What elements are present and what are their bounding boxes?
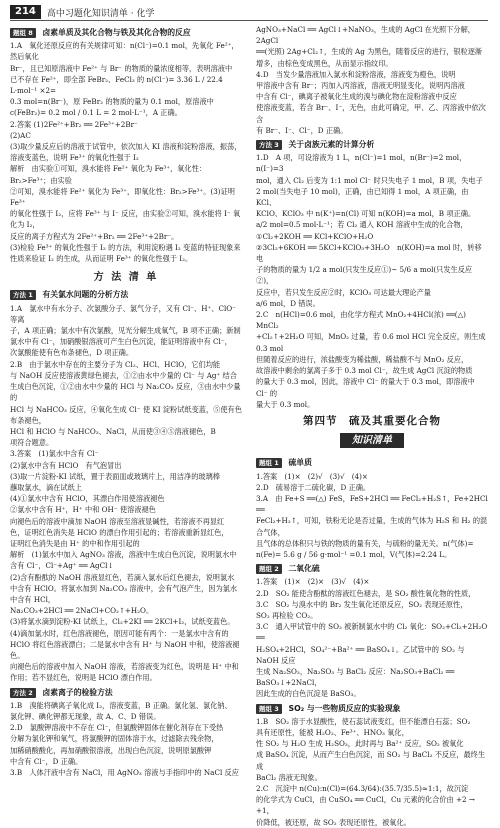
text-line: 量大于 0.3 mol。 <box>256 399 315 409</box>
text-line: 2.D 硫易溶于二硫化碳，D 正确。 <box>256 482 371 492</box>
text-line: H₂SO₄+2HCl，SO₄²⁻+Ba²⁺ ══ BaSO₄↓。乙试管中的 SO₂ 与 NaOH 反应 <box>256 644 465 665</box>
text-line: 1.答案 (1)× (2)√ (3)√ (4)× <box>256 471 368 481</box>
m3-tag: 方法 3 <box>256 140 282 150</box>
text-line: HCl 与 NaHCO₃ 反应，④氧化生成 Cl⁻ 使 KI 淀粉试纸变蓝，⑤使有色布条褪色， <box>10 404 242 425</box>
text-line: 成 BaSO₄ 沉淀，从而产生白色沉淀，而 SO₂ 与 BaCl₂ 不反应，最终生成 <box>256 750 486 771</box>
text-line: 1.B SO₂ 溶于水显酸性，使石蕊试液变红，但不能漂白石蕊；SO₂ <box>256 716 471 726</box>
t1-body <box>256 471 488 561</box>
text-line: 1.A 氯水中有水分子、次氯酸分子、氯气分子，又有 Cl⁻、H⁺、ClO⁻ 等离 <box>10 303 236 324</box>
text-line: 2.D 氯酸钾溶液中不存在 Cl⁻，但氯酸钾固体在催化剂存在下受热 <box>10 723 224 733</box>
text-line: (3)将氯水滴到淀粉-KI 试纸上，Cl₂+2KI ══ 2KCl+I₂，试纸变蓝色。 <box>10 617 235 627</box>
text-line: 2.C 沉淀中 n(Cu):n(Cl)=(64.3/64):(35.7/35.5)≈1:1，故沉淀 <box>256 784 469 793</box>
text-line: HCl 和 HClO 与 NaHCO₃、NaCl，从而使③④⑤溶液褪色，B <box>10 426 216 436</box>
text-line: mol，通入 Cl₂ 后变为 1:1 mol Cl⁻ 时只失电子 1 mol，B 项，失电子 <box>256 175 483 185</box>
text-line: BaCl₂ 溶液无现象。 <box>256 772 322 782</box>
text-line: 2.D SO₂ 能使含酚酞的溶液红色褪去，是 SO₂ 酸性氧化物的性质， <box>256 588 476 598</box>
text-line: 1.答案 (1)× (2)× (3)√ (4)× <box>256 577 370 587</box>
text-line: 有 Br⁻、I⁻、Cl⁻，D 正确。 <box>256 125 348 135</box>
t1-title: 硫单质 <box>288 458 312 468</box>
banner-wrap <box>256 431 488 454</box>
text-line: 解析 由实验①可知，溴水能将 Fe²⁺ 氧化为 Fe³⁺，氧化性：Br₂>Fe³⁺；由实验 <box>10 164 207 185</box>
text-line: (2)氯水中含有 HClO 有气泡冒出 <box>10 460 122 470</box>
text-line: 价降低，被还原，故 SO₂ 表现还原性，被氧化。 <box>256 817 411 827</box>
text-line: 因此生成的白色沉淀是 BaSO₃。 <box>256 689 361 699</box>
text-line: Na₂CO₃+2HCl ══ 2NaCl+CO₂↑+H₂O。 <box>10 606 154 616</box>
text-line: 2.C n(HCl)=0.6 mol，由化学方程式 MnO₂+4HCl(浓) ══(△) MnCl₂ <box>256 310 466 331</box>
text-line: 向褪色后的溶液中加入 NaOH 溶液，若溶液变为红色，说明是 H⁺ 中和 <box>10 662 239 672</box>
text-line: ══(光照) 2Ag+Cl₂↑，生成的 Ag 为黑色，随着反应的进行，银粒逐渐 <box>256 47 483 57</box>
text-line: 的化学式为 CuCl，由 CuSO₄ ══ CuCl，Cu 元素的化合价由 +2 → +1， <box>256 795 475 816</box>
text-line: 加稀硝酸酸化，再加硝酸银溶液，出现白色沉淀，说明原氯酸钾 <box>10 745 212 755</box>
text-line: 1.D A 项，可设溶液为 1 L，n(Cl⁻)=1 mol，n(Br⁻)=2 mol，n(I⁻)=3 <box>256 153 467 174</box>
q8-title: 卤素单质及其化合物与铁及其化合物的反应 <box>42 28 191 37</box>
text-line: 项符合题意。 <box>10 438 54 448</box>
text-line: SO₂ 再检验 CO₂。 <box>256 610 318 620</box>
text-line: a/2 mol=0.5 mol·L⁻¹；若 Cl₂ 通入 KOH 溶液中生成的化合物， <box>256 220 468 230</box>
t2-tag: 题组 2 <box>256 564 282 574</box>
book-title: 高中习题化知识清单 · 化学 <box>46 8 155 19</box>
text-line: 甲溶液中含有 Br⁻；丙加入丙溶液，溶液无明显变化，说明丙溶液 <box>256 81 465 91</box>
right-top-body <box>256 24 488 136</box>
text-line: 子的物质的量为 1/2 a mol(只发生反应①)~ 5/6 a mol(只发生反应②)， <box>256 265 473 286</box>
text-line: 溶液变蓝色，说明 Fe³⁺ 的氧化性强于 I₂ <box>10 153 139 163</box>
section-t2 <box>256 563 488 574</box>
text-line: 作用；若不显红色，说明是 HClO 漂白作用。 <box>10 673 157 683</box>
text-line: (2)含有酚酞的 NaOH 溶液显红色，若滴入氯水后红色褪去，说明氯水 <box>10 572 235 582</box>
text-line: 具有还原性，能被 H₂O₂、Fe³⁺、HNO₃ 氧化， <box>256 727 409 737</box>
text-line: KClO、KClO₃ 中 n(K⁺)=n(Cl) 可知 n(KOH)=a mol，B 项正确。 <box>256 209 476 219</box>
text-line: ①Cl₂+2KOH ══ KCl+KClO+H₂O <box>256 231 374 241</box>
m3-title: 关于卤族元素的计算分析 <box>288 140 375 150</box>
q8-tag: 题组 8 <box>10 28 36 38</box>
text-line: 蘸取氯水，滴在试纸上 <box>10 482 82 492</box>
text-line: 氯化钾、碘化钾都无现象，故 A、C、D 错误。 <box>10 711 161 721</box>
text-line: Br⁻，且已知原溶液中 Fe²⁺ 与 Br⁻ 的物质的量浓度相等，表明溶液中 <box>10 63 233 73</box>
text-line: 故溶液中剩余的氯离子多于 0.3 mol Cl⁻，故生成 AgCl 沉淀的物质 <box>256 366 473 376</box>
text-line: 已不存在 Fe²⁺，即全部 FeBr₂、FeCl₃ 的 n(Cl⁻)= 3.36 L / 22.4 L·mol⁻¹ ×2= <box>10 74 223 96</box>
text-line: 3.B 人体汗液中含有 NaCl，用 AgNO₃ 溶液与手指印中的 NaCl 反应 <box>10 768 239 777</box>
text-line: 3.C 通入甲试管中的 SO₂ 被新制氯水中的 Cl₂ 氧化：SO₂+Cl₂+2H₂O ══ <box>256 622 488 643</box>
text-line: 子，A 项正确；氯水中有次氯酸，见光分解生成氧气，B 项不正确；新制 <box>10 326 241 336</box>
text-line: 且气体的总体积只与铁的物质的量有关，与硫粉的量无关。n(气体)= <box>256 538 474 548</box>
text-line: 分解为氯化钾和氧气，将氯酸钾的固体溶于水，过滤除去残余物， <box>10 734 219 744</box>
text-line: ②3Cl₂+6KOH ══ 5KCl+KClO₃+3H₂O n(KOH)=a mol 时，转移电 <box>256 242 482 264</box>
text-line: 向褪色后的溶液中滴加 NaOH 溶液至溶液显碱性，若溶液不再显红 <box>10 516 225 526</box>
chapter-title: 第四节 硫及其重要化合物 <box>303 414 441 427</box>
text-line: 3.C SO₂ 与溴水中的 Br₂ 发生氧化还原反应，SO₂ 表现还原性， <box>256 599 468 609</box>
text-line: 与 NaOH 反应使溶液黄绿色褪去，①②由水中少量的 Cl⁻ 与 Ag⁺ 结合 <box>10 370 237 380</box>
text-line: 生成白色沉淀，①②由水中少量的 HCl 与 Na₂CO₃ 反应，③由水中少量的 <box>10 382 241 403</box>
text-line: 的量大于 0.3 mol，因此，溶液中 Cl⁻ 的量大于 0.3 mol，即溶液中 Cl⁻ 的 <box>256 377 475 398</box>
m2-tag: 方法 2 <box>10 688 36 698</box>
text-line: 2.答案 (1)2Fe²⁺+Br₂ ══ 2Fe³⁺+2Br⁻ <box>10 119 138 129</box>
text-line: 性质来验证 I₂ 的生成，从而证明 Fe³⁺ 的氧化性强于 I₂。 <box>10 254 193 264</box>
t3-tag: 题组 3 <box>256 704 282 714</box>
text-line: 0.3 mol=n(Br⁻)，原 FeBr₂ 的物质的量为 0.1 mol，原溶液中 <box>10 97 214 107</box>
text-line: 2 mol(当失电子 10 mol)，正确，由已知得 1 mol，A 项正确，由 KCl、 <box>256 186 469 208</box>
text-line: 含有 Cl⁻，Cl⁻+Ag⁺ ══ AgCl↓ <box>10 561 114 571</box>
t2-body <box>256 576 488 699</box>
m1-title: 有关氯水问题的分析方法 <box>42 290 129 300</box>
section-t1 <box>256 457 488 468</box>
text-line: HClO 将红色溶液漂白；二是氯水中含有 H⁺ 与 NaOH 中和，使溶液褪色。 <box>10 639 240 660</box>
text-line: 色，证明红色消失是 HClO 的漂白作用引起的；若溶液重新显红色， <box>10 527 229 537</box>
text-line: (4)滴加氯水时，红色溶液褪色，原因可能有两个：一是氯水中含有的 <box>10 628 229 638</box>
q8-body <box>10 40 242 264</box>
text-line: (3)检验 Fe³⁺ 的氧化性强于 I₂ 的方法，利用淀粉遇 I₂ 变蓝的特征现象来 <box>10 242 241 252</box>
section-t3 <box>256 703 488 714</box>
m1-body <box>10 303 242 684</box>
m2-body <box>10 700 242 778</box>
text-line: 增多，由棕色变成黑色，从而显示指纹印。 <box>256 58 393 68</box>
text-line: 但随着反应的进行，浓盐酸变为稀盐酸，稀盐酸不与 MnO₂ 反应， <box>256 354 469 364</box>
m1-tag: 方法 1 <box>10 290 36 300</box>
text-line: 反应的离子方程式为 2Fe²⁺+Br₂ ══ 2Fe³⁺+2Br⁻。 <box>10 231 179 241</box>
text-line: 氯水中有 Cl⁻，加硝酸银溶液可产生白色沉淀，能证明溶液中有 Cl⁻， <box>10 337 232 347</box>
text-line: 解析 (1)氯水中加入 AgNO₃ 溶液，溶液中生成白色沉淀，说明氯水中 <box>10 550 237 560</box>
text-line: 中含有 Cl⁻，D 正确。 <box>10 756 83 766</box>
text-line: 4.D 当发少量溶液加入氯水和淀粉溶液，溶液变为橙色，说明 <box>256 69 456 79</box>
text-line: FeCl₂+H₂↑，可知，铁粉无论是否过量，生成的气体为 H₂S 和 H₂ 的混合气体， <box>256 516 488 537</box>
text-line: 3.答案 (1)氯水中含有 Cl⁻ <box>10 449 99 459</box>
text-line: 反应中，若只发生反应②时，KClO₃ 可达最大理论产量 <box>256 287 431 297</box>
t2-title: 二氧化硫 <box>288 564 320 574</box>
right-column <box>256 24 488 827</box>
text-line: (2)AC <box>10 130 31 140</box>
text-line: 1.B 溴能将碘离子氧化成 I₂，溶液变蓝，B 正确。氯化氢、氯化钠、 <box>10 700 232 710</box>
text-line: a/6 mol，D 错误。 <box>256 298 320 308</box>
methods-title: 方 法 清 单 <box>93 272 159 284</box>
section-m2 <box>10 687 242 698</box>
text-line: ②可知，溴水能将 Fe²⁺ 氧化为 Fe³⁺，即氧化性：Br₂>Fe³⁺。(3)证明 Fe³⁺ <box>10 186 235 208</box>
text-line: AgNO₃+NaCl ══ AgCl↓+NaNO₃，生成的 AgCl 在光照下分解，2AgCl <box>256 25 475 46</box>
text-line: 生成 Na₂SO₃，Na₂SO₃ 与 BaCl₂ 反应：Na₂SO₃+BaCl₂ ══ BaSO₃↓+2NaCl， <box>256 666 455 688</box>
t1-tag: 题组 1 <box>256 458 282 468</box>
text-line: 的氧化性强于 I₂，应将 Fe³⁺ 与 I⁻ 反应，由实验②可知，溴水能将 I⁻ 氧化为 I₂， <box>10 209 241 230</box>
section-m1 <box>10 289 242 300</box>
text-line: (3)取少量反应后的溶液于试管中，依次加入 KI 溶液和淀粉溶液，振荡， <box>10 142 242 152</box>
text-line: +Cl₂↑+2H₂O 可知，MnO₂ 过量，若 0.6 mol HCl 完全反应，则生成 0.3 mol <box>256 332 486 353</box>
t3-body <box>256 716 488 828</box>
t3-title: SO₂ 与一些物质反应的实验现象 <box>288 703 401 713</box>
m3-body <box>256 152 488 410</box>
text-line: 中含有 HClO。将氯水加到 Na₂CO₃ 溶液中，会有气泡产生，因为氯水中含有 HCl， <box>10 583 238 604</box>
text-line: 3.A 由 Fe+S ══(△) FeS，FeS+2HCl ══ FeCl₂+H₂S↑，Fe+2HCl ══ <box>256 493 488 515</box>
text-line: 次氯酸能使有色布条褪色，D 项正确。 <box>10 348 134 358</box>
text-line: (4)①氯水中含有 HClO，其漂白作用使溶液褪色 <box>10 494 165 504</box>
text-line: 2.B 由于氯水中存在的主要分子为 Cl₂、HCl、HClO，它们均能 <box>10 359 221 369</box>
text-line: (3)取一片淀粉-KI 试纸，置于表面皿或玻璃片上，用洁净的玻璃棒 <box>10 471 220 481</box>
page-header <box>10 4 488 21</box>
page-number: 214 <box>10 5 41 19</box>
text-line: 证明红色消失是由 H⁺ 的中和作用引起的 <box>10 538 140 548</box>
section-q8 <box>10 27 242 38</box>
text-line: 中含有 Cl⁻，碘离子被氧化生成的溴与碘化物在淀粉溶液中反应 <box>256 92 457 102</box>
section-m3 <box>256 139 488 150</box>
text-line: 性 SO₂ 与 H₂O 生成 H₂SO₃，此时再与 Ba²⁺ 反应，SO₂ 被氧化 <box>256 739 464 749</box>
text-line: 1.A 氧化还原反应的有关规律可知：n(Cl⁻)=0.1 mol，先氧化 Fe²⁺，然后氧化 <box>10 41 239 62</box>
text-line: n(Fe)= 5.6 g / 56 g·mol⁻¹ =0.1 mol，V(气体)=2.24 L。 <box>256 549 452 559</box>
text-line: ②氯水中含有 H⁺，H⁺ 中和 OH⁻ 使溶液褪色 <box>10 505 156 515</box>
m2-title: 卤素离子的检验方法 <box>42 687 113 697</box>
knowledge-banner: 知识清单 <box>340 433 404 448</box>
text-line: 使溶液变蓝，若含 Br⁻、I⁻，无色，由此可确定，甲、乙、丙溶液中依次含 <box>256 103 486 124</box>
text-line: c(FeBr₂)= 0.2 mol / 0.1 L = 2 mol·L⁻¹，A 正确。 <box>10 108 182 118</box>
left-column <box>10 24 242 777</box>
